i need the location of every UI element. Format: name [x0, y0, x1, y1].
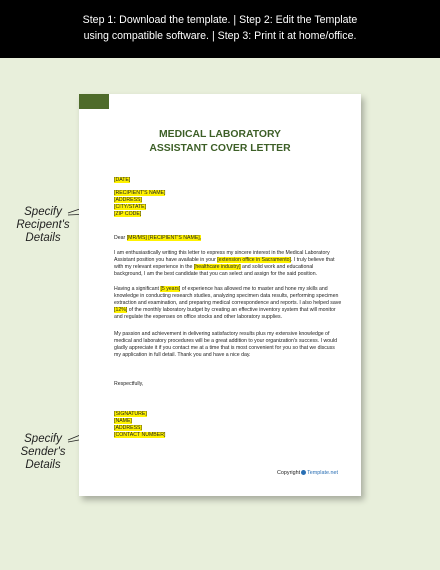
- recipient-annotation-line: Details: [25, 232, 61, 244]
- paragraph-experience: Having a significant [5 years] of experience has allowed me to master and hone my skills and knowledge in conducting research studies, analyzing specimen data results, performing specimen extraction and examination, and preparing medical correspondence and reports. I also helped save [12%] of the monthly laboratory budget by creating an effective inventory system that will monitor and regulate the expenses on office stocks and other laboratory supplies.: [114, 286, 342, 321]
- title-line-1: MEDICAL LABORATORY: [159, 129, 281, 140]
- banner-line-1: Step 1: Download the template. | Step 2: Edit the Template: [82, 14, 358, 26]
- copyright-label: Copyright: [277, 470, 301, 476]
- template-logo-icon: [301, 470, 306, 475]
- recipient-name-field[interactable]: [RECIPIENT'S NAME]: [114, 190, 166, 196]
- percentage-field[interactable]: [12%]: [114, 307, 128, 314]
- salutation-prefix: Dear: [114, 235, 127, 241]
- copyright-footer: [277, 470, 338, 476]
- recipient-annotation-line: Recipent's: [16, 219, 70, 231]
- brand-name: Template.net: [307, 470, 338, 476]
- recipient-address-field[interactable]: [ADDRESS]: [114, 197, 142, 203]
- recipient-city-field[interactable]: [CITY/STATE]: [114, 204, 147, 210]
- sender-contact-field[interactable]: [CONTACT NUMBER]: [114, 432, 166, 438]
- years-field[interactable]: [5 years]: [160, 286, 181, 292]
- sender-annotation-line: Specify: [24, 433, 62, 445]
- paragraph-closing: My passion and achievement in delivering satisfactory results plus my extensive knowledge of medical and laboratory procedures will be a great addition to your organization's success. I would gladly appreciate it if you contact me at a time that is most convenient for you so that we discuss my application in full detail. Thank you and have a nice day.: [114, 331, 338, 359]
- sender-annotation-line: Sender's: [20, 446, 66, 458]
- recipient-annotation-line: Specify: [24, 206, 62, 218]
- recipient-zip-field[interactable]: [ZIP CODE]: [114, 211, 142, 217]
- page-corner-tab: [79, 94, 109, 109]
- office-field[interactable]: [extension office in Sacramento]: [217, 257, 291, 264]
- sender-name-field[interactable]: [NAME]: [114, 418, 132, 424]
- sender-annotation-line: Details: [25, 459, 61, 471]
- signature-field[interactable]: [SIGNATURE]: [114, 411, 147, 417]
- title-line-2: ASSISTANT COVER LETTER: [149, 143, 291, 154]
- industry-field[interactable]: [healthcare industry]: [193, 264, 241, 271]
- banner-line-2: using compatible software. | Step 3: Print it at home/office.: [83, 30, 357, 42]
- date-field[interactable]: [DATE]: [114, 177, 131, 183]
- paragraph-intro: I am enthusiastically writing this letter to express my sincere interest in the Medical Laboratory Assistant position you have available in your [extension office in Sacramento]. I truly believe that with my relevant experience in the [healthcare industry] and solid work and educational background, I am the best candidate that you can select and assign for the said position.: [114, 250, 335, 278]
- letter-title: [79, 128, 361, 156]
- sender-address-field[interactable]: [ADDRESS]: [114, 425, 142, 431]
- salutation: [114, 235, 201, 242]
- salutation-field[interactable]: [MR/MS] [RECIPIENT'S NAME],: [126, 235, 202, 241]
- closing: Respectfully,: [114, 381, 144, 387]
